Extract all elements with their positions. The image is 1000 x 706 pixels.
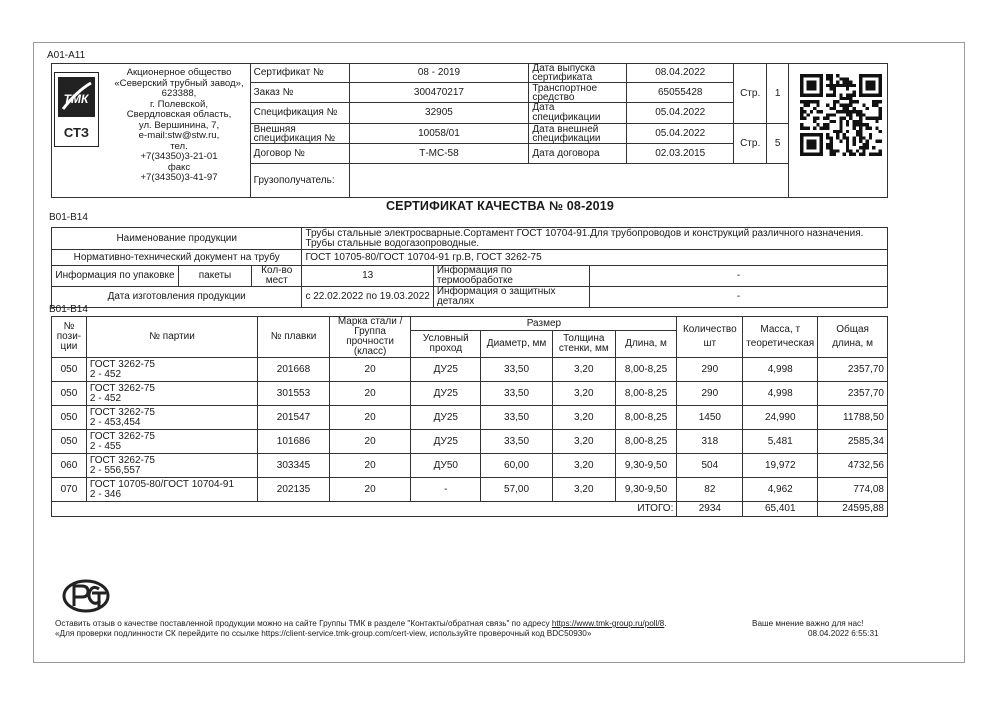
row-bore: ДУ25 — [411, 358, 481, 382]
row-bore: ДУ25 — [411, 406, 481, 430]
logo-top-text: ТМК — [63, 92, 89, 106]
row-position: 050 — [52, 382, 87, 406]
product-section-code: B01-B14 — [49, 212, 88, 223]
row-total: 2585,34 — [818, 430, 888, 454]
row-batch-line: 2 - 455 — [89, 440, 122, 452]
protective-parts-value: - — [590, 287, 888, 308]
row-qty: 290 — [677, 358, 743, 382]
row-position: 050 — [52, 358, 87, 382]
row-mass: 4,962 — [743, 478, 818, 502]
company-line: «Северский трубный завод», — [114, 77, 244, 89]
row-length: 8,00-8,25 — [615, 358, 677, 382]
ext-spec-value: 10058/01 — [349, 124, 529, 144]
transport-value: 65055428 — [627, 83, 734, 103]
spec-date-value: 05.04.2022 — [627, 103, 734, 124]
consignee-label: Грузополучатель: — [250, 164, 349, 198]
row-position: 060 — [52, 454, 87, 478]
row-batch-line: 2 - 452 — [89, 368, 122, 380]
row-batch — [86, 430, 257, 454]
row-total: 774,08 — [818, 478, 888, 502]
table-row — [52, 430, 888, 454]
feedback-end: . — [664, 619, 667, 628]
product-name-line: Трубы стальные электросварные.Сортамент ГОСТ 10704-91.Для трубопроводов и конструкций различного назначения. — [305, 227, 864, 239]
company-line: +7(34350)3-41-97 — [140, 172, 218, 183]
total-mass: 65,401 — [743, 502, 818, 517]
company-line: Свердловская область, — [126, 109, 232, 120]
consignee-value — [349, 164, 789, 198]
spec-label: Спецификация № — [250, 103, 349, 124]
row-batch-line: ГОСТ 3262-75 — [89, 406, 155, 418]
ext-spec-date-value: 05.04.2022 — [627, 124, 734, 144]
row-length: 8,00-8,25 — [615, 430, 677, 454]
row-qty: 290 — [677, 382, 743, 406]
table-row — [52, 382, 888, 406]
row-batch-line: 2 - 346 — [89, 488, 122, 500]
company-info — [108, 68, 250, 184]
row-heat: 201547 — [258, 406, 330, 430]
company-line: Акционерное общество — [126, 67, 232, 78]
contract-label: Договор № — [250, 144, 349, 164]
row-qty: 1450 — [677, 406, 743, 430]
verify-note: «Для проверки подлинности СК перейдите по ссылке https://client-service.tmk-group.com/cert-view, используйте проверочный код BDC50930» — [55, 629, 592, 638]
row-position: 050 — [52, 406, 87, 430]
row-total: 2357,70 — [818, 382, 888, 406]
page-label-2: Стр. — [734, 124, 767, 164]
contract-value: Т-МС-58 — [349, 144, 529, 164]
issue-date-label: Дата выпуска сертификата — [529, 64, 627, 83]
row-mass: 19,972 — [743, 454, 818, 478]
company-line: 623388, — [161, 88, 197, 99]
col-qty-header: Количество шт — [677, 317, 743, 358]
col-length-header: Длина, м — [615, 331, 677, 358]
row-wall: 3,20 — [552, 406, 615, 430]
table-row — [52, 406, 888, 430]
feedback-note — [55, 619, 667, 629]
order-value: 300470217 — [349, 83, 529, 103]
heat-treatment-label: Информация по термообработке — [433, 266, 589, 287]
row-batch — [86, 406, 257, 430]
row-qty: 82 — [677, 478, 743, 502]
product-name-label: Наименование продукции — [52, 228, 302, 250]
row-batch — [86, 382, 257, 406]
row-batch-line: ГОСТ 3262-75 — [89, 358, 155, 370]
tmk-logo — [54, 72, 99, 147]
row-length: 9,30-9,50 — [615, 454, 677, 478]
packing-label: Информация по упаковке — [52, 266, 179, 287]
certificate-title: СЕРТИФИКАТ КАЧЕСТВА № 08-2019 — [385, 199, 615, 213]
row-grade: 20 — [329, 382, 411, 406]
row-batch-line: 2 - 453,454 — [89, 416, 141, 428]
feedback-link[interactable]: https://www.tmk-group.ru/poll/8 — [551, 619, 665, 628]
row-wall: 3,20 — [552, 454, 615, 478]
places-value: 13 — [302, 266, 433, 287]
total-label: ИТОГО: — [52, 502, 677, 517]
row-batch-line: ГОСТ 3262-75 — [89, 454, 155, 466]
transport-label: Транспортное средство — [529, 83, 627, 103]
row-grade: 20 — [329, 358, 411, 382]
row-mass: 5,481 — [743, 430, 818, 454]
company-line: ул. Вершинина, 7, — [138, 119, 220, 131]
opinion-note: Ваше мнение важно для нас! — [752, 619, 864, 628]
total-length: 24595,88 — [818, 502, 888, 517]
items-table — [51, 316, 888, 517]
company-line: тел. — [170, 140, 188, 152]
row-mass: 4,998 — [743, 382, 818, 406]
order-label: Заказ № — [250, 83, 349, 103]
spec-value: 32905 — [349, 103, 529, 124]
row-qty: 504 — [677, 454, 743, 478]
col-wall-header: Толщина стенки, мм — [552, 331, 615, 358]
row-heat: 202135 — [258, 478, 330, 502]
row-diameter: 57,00 — [481, 478, 553, 502]
row-mass: 24,990 — [743, 406, 818, 430]
row-position: 070 — [52, 478, 87, 502]
row-bore: ДУ25 — [411, 430, 481, 454]
page-code: A01-A11 — [47, 50, 86, 61]
col-pos-header: № пози-ции — [52, 317, 87, 358]
row-heat: 101686 — [258, 430, 330, 454]
row-grade: 20 — [329, 430, 411, 454]
company-line: e-mail:stw@stw.ru, — [138, 130, 220, 141]
company-line: факс — [167, 161, 191, 173]
places-label: Кол-во мест — [252, 266, 302, 287]
row-batch — [86, 454, 257, 478]
col-diameter-header: Диаметр, мм — [481, 331, 553, 358]
row-diameter: 33,50 — [481, 358, 553, 382]
page-value-1: 1 — [767, 64, 789, 124]
row-heat: 301553 — [258, 382, 330, 406]
row-diameter: 33,50 — [481, 406, 553, 430]
row-mass: 4,998 — [743, 358, 818, 382]
row-diameter: 60,00 — [481, 454, 553, 478]
row-batch — [86, 478, 257, 502]
production-date-value: с 22.02.2022 по 19.03.2022 — [302, 287, 433, 308]
page-label-1: Стр. — [734, 64, 767, 124]
contract-date-label: Дата договора — [529, 144, 627, 164]
rst-certification-icon — [62, 579, 110, 613]
heat-treatment-value: - — [590, 266, 888, 287]
col-bore-header: Условный проход — [411, 331, 481, 358]
col-total-length-header: Общая длина, м — [818, 317, 888, 358]
product-name-line: Трубы стальные водогазопроводные. — [305, 237, 480, 249]
cert-value: 08 - 2019 — [349, 64, 529, 83]
qr-code-icon — [800, 74, 882, 156]
total-qty: 2934 — [677, 502, 743, 517]
feedback-text: Оставить отзыв о качестве поставленной продукции можно на сайте Группы ТМК в разделе "Контакты/обратная связь" по адресу — [55, 619, 550, 628]
row-wall: 3,20 — [552, 382, 615, 406]
totals-row — [52, 502, 888, 517]
row-length: 9,30-9,50 — [615, 478, 677, 502]
row-wall: 3,20 — [552, 430, 615, 454]
print-timestamp: 08.04.2022 6:55:31 — [808, 629, 879, 638]
row-batch-line: 2 - 452 — [89, 392, 122, 404]
row-total: 4732,56 — [818, 454, 888, 478]
row-batch-line: ГОСТ 3262-75 — [89, 382, 155, 394]
product-table — [51, 227, 888, 308]
col-size-header: Размер — [411, 317, 677, 331]
row-bore: ДУ25 — [411, 382, 481, 406]
contract-date-value: 02.03.2015 — [627, 144, 734, 164]
row-batch-line: ГОСТ 3262-75 — [89, 430, 155, 442]
spec-date-label: Дата спецификации — [529, 103, 627, 124]
page-value-2: 5 — [767, 124, 789, 164]
row-total: 11788,50 — [818, 406, 888, 430]
row-bore: - — [411, 478, 481, 502]
issue-date-value: 08.04.2022 — [627, 64, 734, 83]
normdoc-label: Нормативно-технический документ на трубу — [52, 250, 302, 266]
ext-spec-label: Внешняя спецификация № — [250, 124, 349, 144]
production-date-label: Дата изготовления продукции — [52, 287, 302, 308]
row-heat: 201668 — [258, 358, 330, 382]
row-qty: 318 — [677, 430, 743, 454]
packing-value: пакеты — [179, 266, 252, 287]
col-batch-header: № партии — [86, 317, 257, 358]
row-grade: 20 — [329, 478, 411, 502]
col-mass-header: Масса, т теоретическая — [743, 317, 818, 358]
tmk-emblem-icon — [55, 73, 98, 146]
row-heat: 303345 — [258, 454, 330, 478]
row-total: 2357,70 — [818, 358, 888, 382]
row-wall: 3,20 — [552, 358, 615, 382]
normdoc-value: ГОСТ 10705-80/ГОСТ 10704-91 гр.В, ГОСТ 3262-75 — [302, 250, 888, 266]
company-line: +7(34350)3-21-01 — [140, 151, 218, 162]
row-batch-line: 2 - 556,557 — [89, 464, 141, 476]
table-row — [52, 358, 888, 382]
row-batch-line: ГОСТ 10705-80/ГОСТ 10704-91 — [89, 478, 235, 490]
row-length: 8,00-8,25 — [615, 382, 677, 406]
col-grade-header: Марка стали / Группа прочности (класс) — [329, 317, 411, 358]
table-row — [52, 454, 888, 478]
logo-bottom-text: СТЗ — [63, 125, 90, 140]
ext-spec-date-label: Дата внешней спецификации — [529, 124, 627, 144]
protective-parts-label: Информация о защитных деталях — [433, 287, 589, 308]
row-grade: 20 — [329, 454, 411, 478]
row-length: 8,00-8,25 — [615, 406, 677, 430]
row-position: 050 — [52, 430, 87, 454]
row-wall: 3,20 — [552, 478, 615, 502]
row-diameter: 33,50 — [481, 430, 553, 454]
col-heat-header: № плавки — [258, 317, 330, 358]
row-bore: ДУ50 — [411, 454, 481, 478]
table-row — [52, 478, 888, 502]
company-line: г. Полевской, — [149, 98, 209, 110]
row-grade: 20 — [329, 406, 411, 430]
cert-label: Сертификат № — [250, 64, 349, 83]
row-batch — [86, 358, 257, 382]
row-diameter: 33,50 — [481, 382, 553, 406]
items-section-code: B01-B14 — [49, 304, 88, 315]
